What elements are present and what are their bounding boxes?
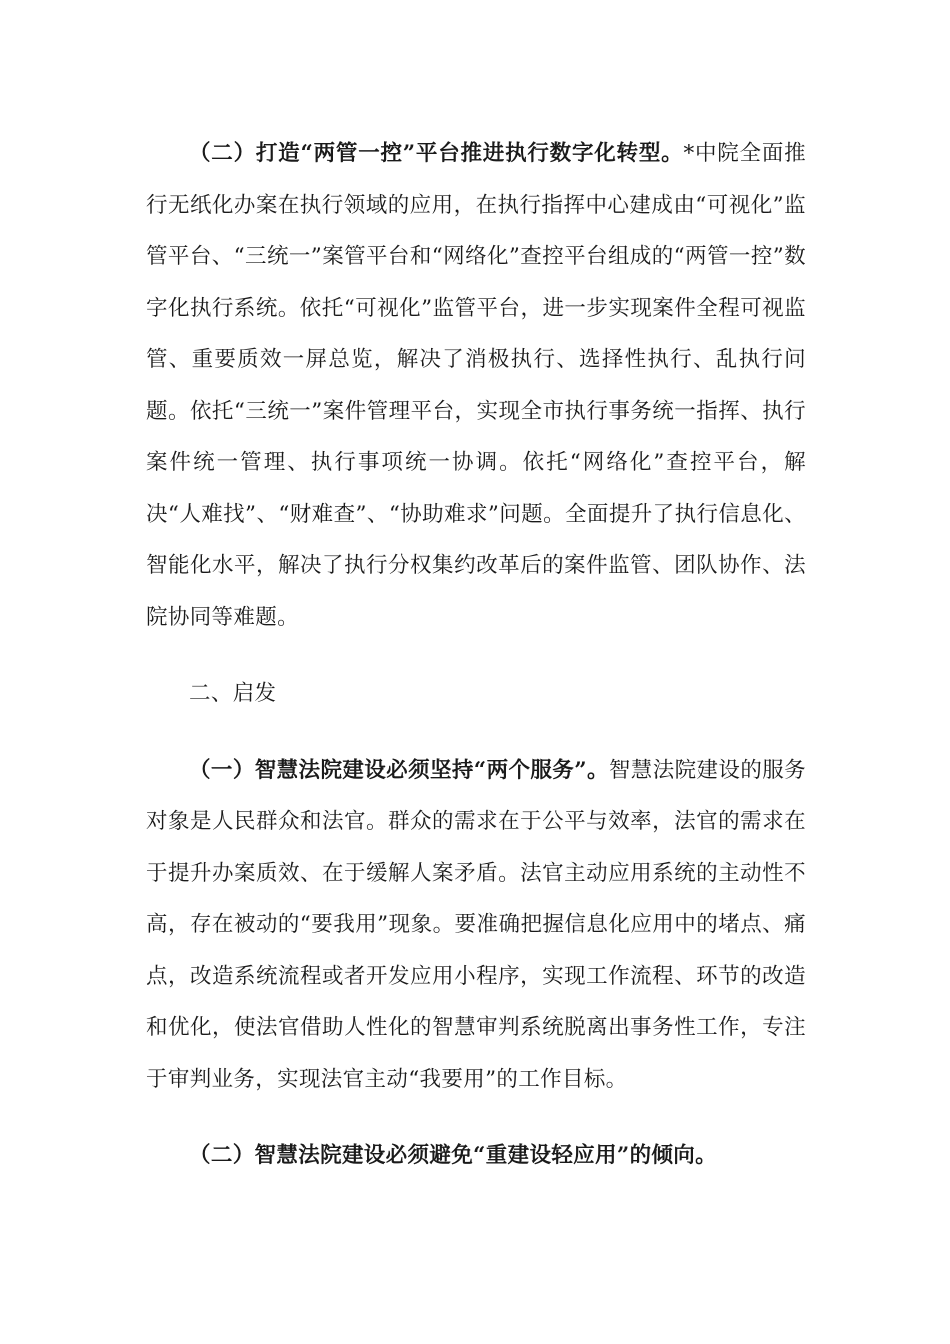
paragraph-body-two-services: 智慧法院建设的服务对象是人民群众和法官。群众的需求在于公平与效率，法官的需求在于提升办案质效、在于缓解人案矛盾。法官主动应用系统的主动性不高，存在被动的“要我用”现象。要准确把握信息化应用中的堵点、痛点，改造系统流程或者开发应用小程序，实现工作流程、环节的改造和优化，使法官借助人性化的智慧审判系统脱离出事务性工作，专注于审判业务，实现法官主动“我要用”的工作目标。 [146, 757, 806, 1092]
paragraph-heading-two-services: （一）智慧法院建设必须坚持“两个服务”。 [189, 757, 609, 783]
document-body [146, 128, 806, 1182]
paragraph-two-services [146, 745, 806, 1106]
spacer [146, 643, 806, 668]
paragraph-body-two-manage-one-control: *中院全面推行无纸化办案在执行领域的应用，在执行指挥中心建成由“可视化”监管平台、“三统一”案管平台和“网络化”查控平台组成的“两管一控”数字化执行系统。依托“可视化”监管平台，进一步实现案件全程可视监管、重要质效一屏总览，解决了消极执行、选择性执行、乱执行问题。依托“三统一”案件管理平台，实现全市执行事务统一指挥、执行案件统一管理、执行事项统一协调。依托“网络化”查控平台，解决“人难找”、“财难查”、“协助难求”问题。全面提升了执行信息化、智能化水平，解决了执行分权集约改革后的案件监管、团队协作、法院协同等难题。 [146, 141, 806, 630]
paragraph-digital-execution [146, 128, 806, 643]
spacer [146, 720, 806, 745]
section-heading-inspiration: 二、启发 [189, 681, 277, 706]
paragraph-heading-avoid-tendency: （二）智慧法院建设必须避免“重建设轻应用”的倾向。 [189, 1143, 717, 1168]
paragraph-avoid-tendency [146, 1130, 806, 1182]
spacer [146, 1105, 806, 1130]
paragraph-heading-two-manage-one-control: （二）打造“两管一控”平台推进执行数字化转型。 [189, 141, 684, 166]
